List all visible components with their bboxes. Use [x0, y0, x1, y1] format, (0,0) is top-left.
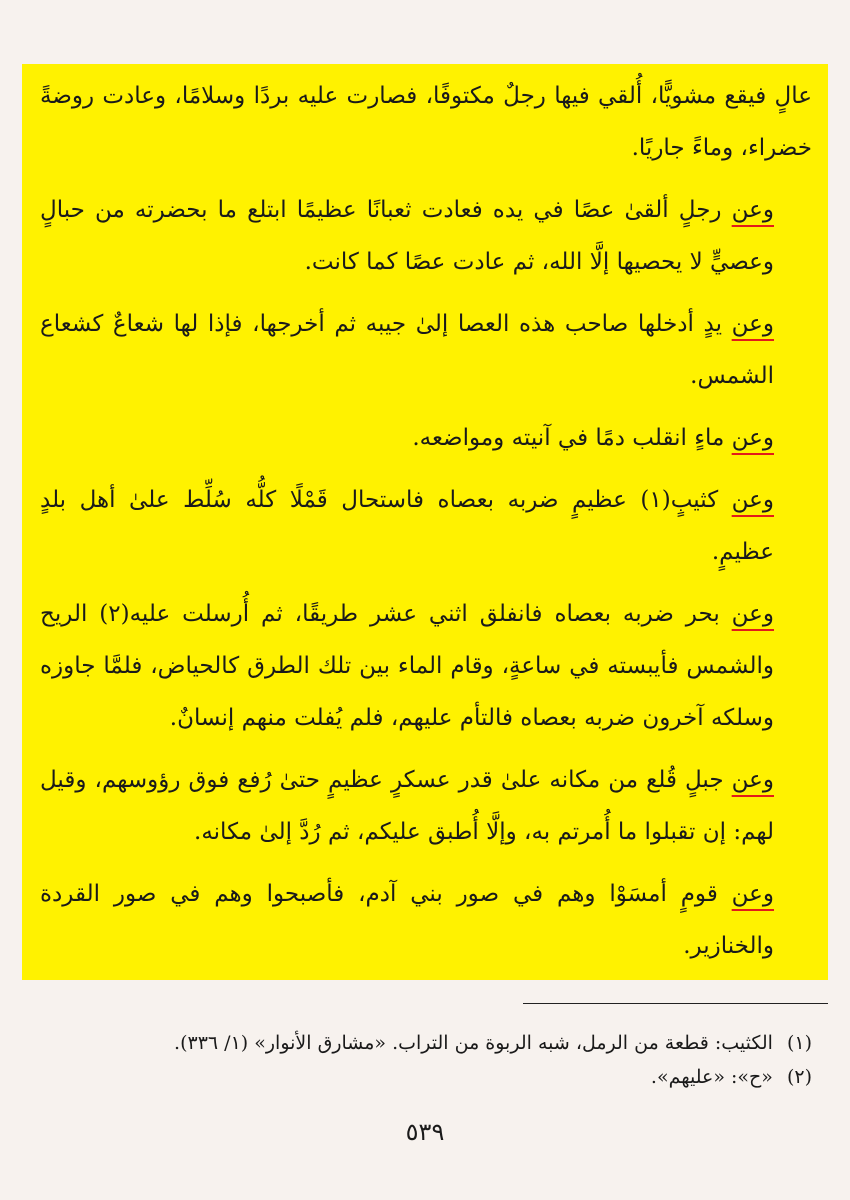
paragraph-text: رجلٍ ألقىٰ عصًا في يده فعادت ثعبانًا عظيمًا ابتلع ما بحضرته من حبالٍ وعصيٍّ لا يحصيها إلَّا الله، ثم عادت عصًا كما كانت.: [40, 197, 774, 275]
paragraph-lead: وعن: [731, 767, 774, 793]
footnote-number: (١): [786, 1032, 812, 1054]
paragraph: [40, 588, 812, 744]
paragraph-text: كثيبٍ(١) عظيمٍ ضربه بعصاه فاستحال قَمْلًا كلُّه سُلِّط علىٰ أهل بلدٍ عظيمٍ.: [40, 487, 774, 565]
paragraph: [40, 70, 812, 174]
paragraph-lead: وعن: [731, 601, 774, 627]
footnotes: [40, 1026, 812, 1094]
paragraph-text: جبلٍ قُلع من مكانه علىٰ قدر عسكرٍ عظيمٍ حتىٰ رُفع فوق رؤوسهم، وقيل لهم: إن تقبلوا ما أُمرتم به، وإلَّا أُطبق عليكم، ثم رُدَّ إلىٰ مكانه.: [40, 767, 774, 845]
paragraph-lead: وعن: [731, 881, 774, 907]
paragraph-text: بحر ضربه بعصاه فانفلق اثني عشر طريقًا، ثم أُرسلت عليه(٢) الريح والشمس فأيبسته في ساعةٍ، وقام الماء بين تلك الطرق كالحياض، فلمَّا جاوزه وسلكه آخرون ضربه بعصاه فالتأم عليهم، فلم يُفلت منهم إنسانٌ.: [40, 601, 774, 731]
paragraph: [40, 474, 812, 578]
paragraph-text: يدٍ أدخلها صاحب هذه العصا إلىٰ جيبه ثم أخرجها، فإذا لها شعاعٌ كشعاع الشمس.: [40, 311, 774, 389]
paragraph-text: عالٍ فيقع مشويًّا، أُلقي فيها رجلٌ مكتوفًا، فصارت عليه بردًا وسلامًا، وعادت روضةً خضراء، وماءً جاريًا.: [40, 83, 812, 161]
paragraph-lead: وعن: [731, 311, 774, 337]
page-number: ٥٣٩: [405, 1118, 445, 1146]
paragraph: [40, 754, 812, 858]
paragraph-lead: وعن: [731, 197, 774, 223]
paragraph: [40, 298, 812, 402]
footnote-text: «ح»: «عليهم».: [650, 1066, 773, 1088]
footnote-separator: [523, 1003, 828, 1004]
paragraph-text: قومٍ أمسَوْا وهم في صور بني آدم، فأصبحوا وهم في صور القردة والخنازير.: [40, 881, 774, 959]
paragraph: [40, 868, 812, 972]
paragraph: [40, 412, 812, 464]
paragraph-text: ماءٍ انقلب دمًا في آنيته ومواضعه.: [412, 425, 732, 451]
paragraph-lead: وعن: [731, 487, 774, 513]
footnote-number: (٢): [786, 1066, 812, 1088]
paragraph: [40, 184, 812, 288]
footnote: [40, 1060, 812, 1094]
main-text: [40, 70, 812, 982]
paragraph-lead: وعن: [731, 425, 774, 451]
footnote-text: الكثيب: قطعة من الرمل، شبه الربوة من التراب. «مشارق الأنوار» (١/ ٣٣٦).: [174, 1032, 773, 1054]
footnote: [40, 1026, 812, 1060]
